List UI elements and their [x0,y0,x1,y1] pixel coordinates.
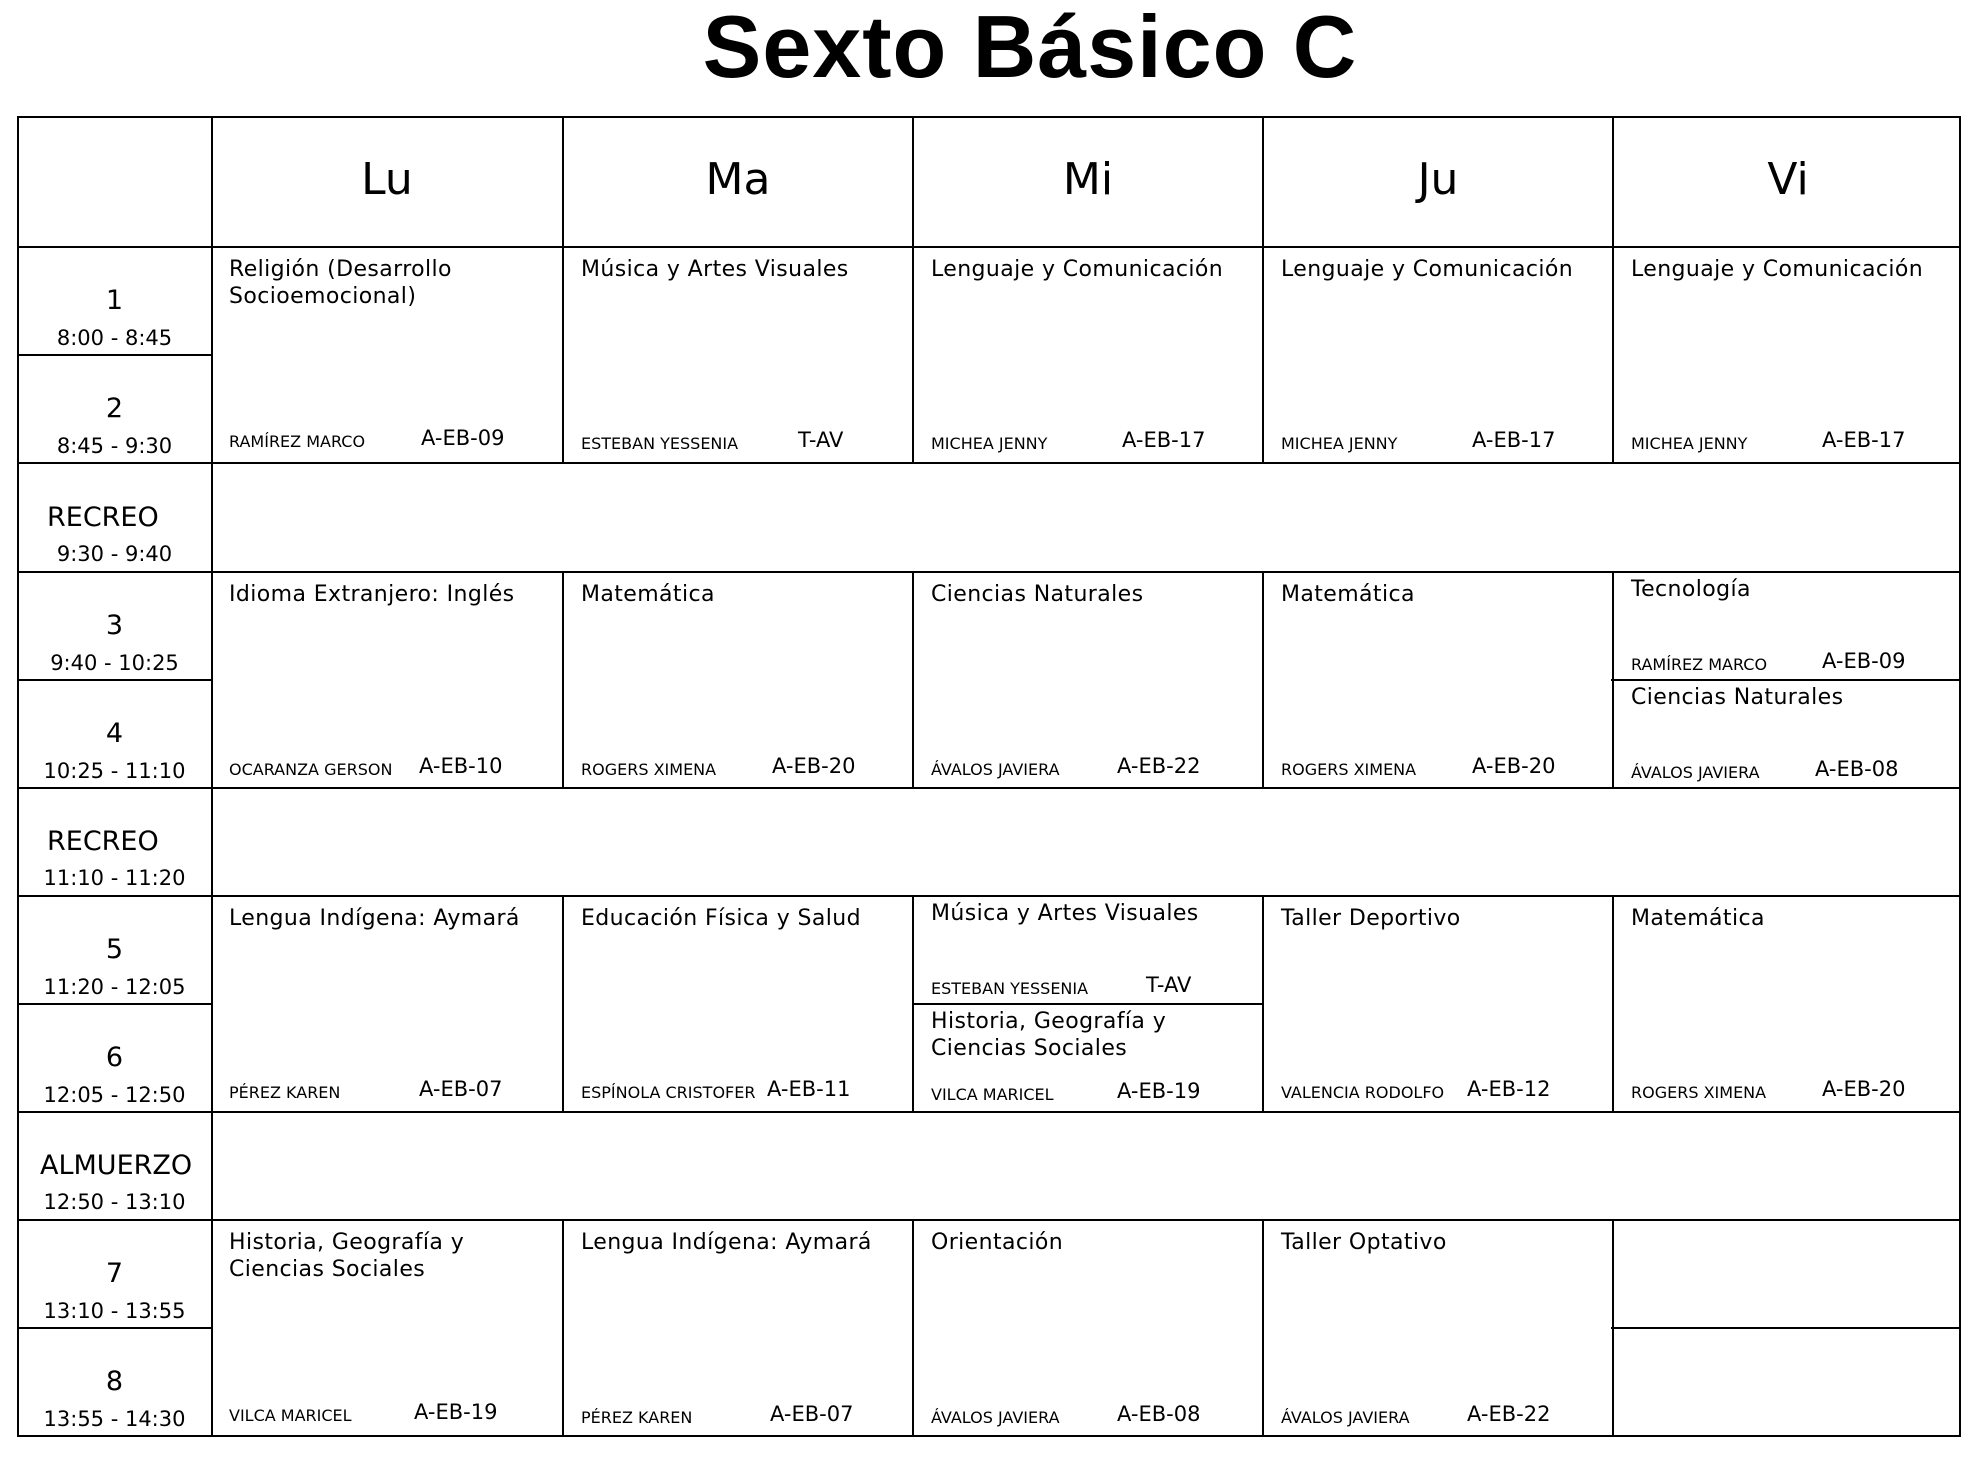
column-divider [562,1219,564,1437]
subject-label: Ciencias Sociales [229,1257,426,1282]
row-divider [17,1327,212,1329]
period-time: 13:10 - 13:55 [43,1299,186,1323]
room-code: A-EB-17 [1822,428,1906,452]
period-number: 7 [105,1258,124,1289]
teacher-name: ROGERS XIMENA [1281,760,1417,779]
row-divider [17,1003,212,1005]
break-time: 11:10 - 11:20 [43,866,186,890]
period-number: 8 [105,1366,124,1397]
period-time: 13:55 - 14:30 [43,1407,186,1431]
break-label: RECREO [47,826,159,857]
column-divider [1612,895,1614,1113]
subject-label: Tecnología [1631,577,1751,602]
teacher-name: ÁVALOS JAVIERA [1631,763,1760,782]
room-code: A-EB-11 [767,1077,851,1101]
row-divider [1611,1327,1961,1329]
period-number: 6 [105,1042,124,1073]
column-divider [1262,895,1264,1113]
room-code: A-EB-08 [1815,757,1899,781]
teacher-name: ESTEBAN YESSENIA [931,979,1089,998]
subject-label: Educación Física y Salud [581,906,861,931]
subject-label: Lenguaje y Comunicación [931,257,1224,282]
subject-label: Matemática [1631,906,1765,931]
row-divider [17,462,1961,464]
room-code: A-EB-19 [414,1400,498,1424]
header-divider [17,246,1961,248]
subject-label: Lenguaje y Comunicación [1281,257,1574,282]
table-border-bottom [17,1435,1961,1437]
day-header-lu: Lu [361,154,413,205]
row-divider [17,1219,1961,1221]
subject-label: Idioma Extranjero: Inglés [229,582,515,607]
room-code: A-EB-20 [1822,1077,1906,1101]
room-code: A-EB-22 [1117,754,1201,778]
break-label: RECREO [47,502,159,533]
room-code: A-EB-17 [1122,428,1206,452]
room-code: A-EB-17 [1472,428,1556,452]
subject-label: Socioemocional) [229,284,417,309]
room-code: A-EB-07 [419,1077,503,1101]
row-divider [913,1003,1263,1005]
column-divider [562,571,564,789]
subject-label: Ciencias Naturales [1631,685,1844,710]
row-divider [17,895,1961,897]
column-divider [1262,1219,1264,1437]
subject-label: Lenguaje y Comunicación [1631,257,1924,282]
column-divider [1612,1219,1614,1437]
teacher-name: ROGERS XIMENA [1631,1083,1767,1102]
period-time: 9:40 - 10:25 [50,651,179,675]
row-divider [17,571,1961,573]
column-divider [1262,571,1264,789]
period-time: 11:20 - 12:05 [43,975,186,999]
period-number: 5 [105,934,124,965]
teacher-name: VILCA MARICEL [931,1085,1054,1104]
day-header-ju: Ju [1417,154,1459,205]
row-divider [17,679,212,681]
teacher-name: ÁVALOS JAVIERA [1281,1408,1410,1427]
teacher-name: ROGERS XIMENA [581,760,717,779]
subject-label: Historia, Geografía y [229,1230,465,1255]
subject-label: Ciencias Naturales [931,582,1144,607]
subject-label: Historia, Geografía y [931,1009,1167,1034]
room-code: A-EB-22 [1467,1402,1551,1426]
table-border-right [1959,116,1961,1437]
column-divider [912,895,914,1113]
teacher-name: ESPÍNOLA CRISTOFER [581,1083,756,1102]
teacher-name: RAMÍREZ MARCO [1631,655,1768,674]
teacher-name: VILCA MARICEL [229,1406,352,1425]
period-time: 8:45 - 9:30 [56,434,173,458]
subject-label: Lengua Indígena: Aymará [581,1230,872,1255]
column-divider [562,895,564,1113]
period-number: 4 [105,718,124,749]
page-title: Sexto Básico C [702,0,1358,96]
subject-label: Matemática [581,582,715,607]
period-time: 10:25 - 11:10 [43,759,186,783]
column-divider [912,1219,914,1437]
subject-label: Taller Optativo [1281,1230,1447,1255]
room-code: A-EB-08 [1117,1402,1201,1426]
teacher-name: ESTEBAN YESSENIA [581,434,739,453]
period-number: 2 [105,393,124,424]
break-label: ALMUERZO [40,1150,193,1181]
row-divider [17,787,1961,789]
subject-label: Lengua Indígena: Aymará [229,906,520,931]
teacher-name: ÁVALOS JAVIERA [931,1408,1060,1427]
teacher-name: PÉREZ KAREN [581,1408,693,1427]
break-time: 9:30 - 9:40 [56,542,173,566]
subject-label: Ciencias Sociales [931,1036,1128,1061]
teacher-name: MICHEA JENNY [1631,434,1748,453]
room-code: A-EB-09 [421,426,505,450]
row-divider [1611,679,1961,681]
room-code: A-EB-09 [1822,649,1906,673]
row-divider [17,1111,1961,1113]
teacher-name: PÉREZ KAREN [229,1083,341,1102]
teacher-name: ÁVALOS JAVIERA [931,760,1060,779]
teacher-name: MICHEA JENNY [931,434,1048,453]
subject-label: Orientación [931,1230,1064,1255]
subject-label: Taller Deportivo [1281,906,1461,931]
day-header-vi: Vi [1767,154,1809,205]
room-code: T-AV [798,428,844,452]
teacher-name: MICHEA JENNY [1281,434,1398,453]
room-code: T-AV [1146,973,1192,997]
day-header-mi: Mi [1062,154,1114,205]
period-time: 12:05 - 12:50 [43,1083,186,1107]
teacher-name: VALENCIA RODOLFO [1281,1083,1445,1102]
row-divider [17,354,212,356]
day-header-ma: Ma [705,154,771,205]
period-time: 8:00 - 8:45 [56,326,173,350]
room-code: A-EB-19 [1117,1079,1201,1103]
column-divider [912,571,914,789]
room-code: A-EB-20 [1472,754,1556,778]
subject-label: Música y Artes Visuales [931,901,1199,926]
room-code: A-EB-12 [1467,1077,1551,1101]
period-number: 3 [105,610,124,641]
column-divider [1612,571,1614,789]
column-divider [211,116,213,1437]
subject-label: Música y Artes Visuales [581,257,849,282]
subject-label: Matemática [1281,582,1415,607]
period-number: 1 [105,285,124,316]
room-code: A-EB-07 [770,1402,854,1426]
table-border-top [17,116,1961,118]
teacher-name: RAMÍREZ MARCO [229,432,366,451]
room-code: A-EB-20 [772,754,856,778]
subject-label: Religión (Desarrollo [229,257,452,282]
room-code: A-EB-10 [419,754,503,778]
teacher-name: OCARANZA GERSON [229,760,393,779]
break-time: 12:50 - 13:10 [43,1190,186,1214]
